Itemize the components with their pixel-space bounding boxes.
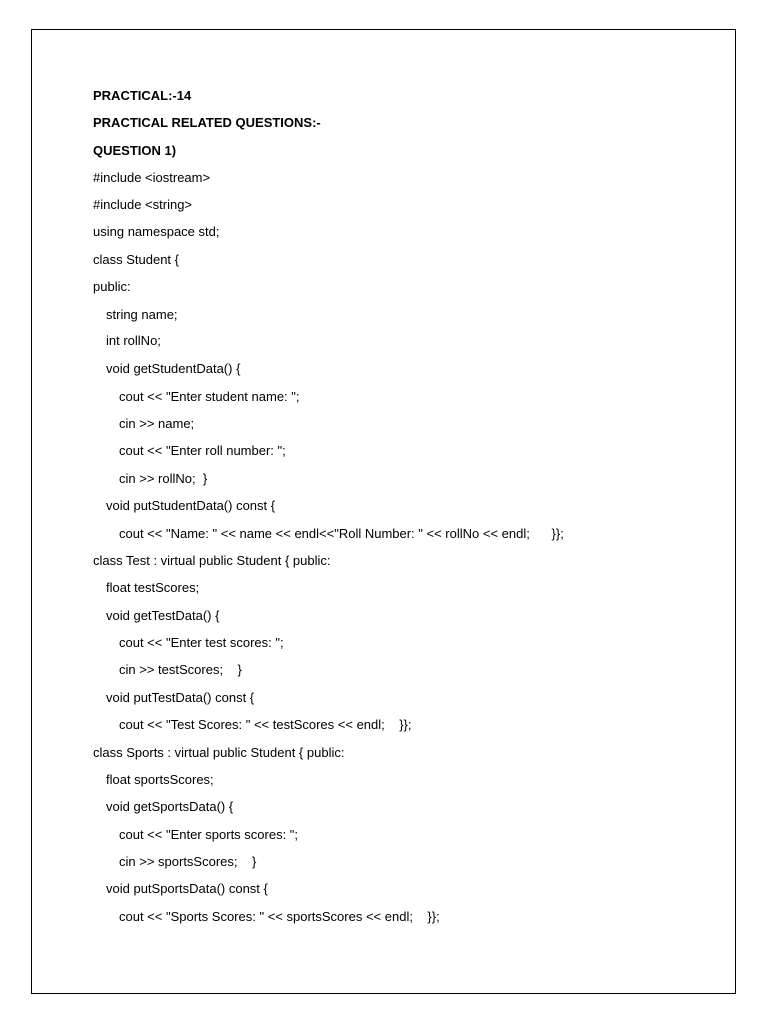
related-questions-heading: PRACTICAL RELATED QUESTIONS:-: [93, 115, 321, 130]
code-line: using namespace std;: [93, 224, 220, 239]
code-line: cin >> rollNo; }: [119, 471, 208, 486]
code-line: cout << "Enter test scores: ";: [119, 635, 284, 650]
code-line: cin >> sportsScores; }: [119, 854, 257, 869]
code-line: cin >> testScores; }: [119, 662, 242, 677]
code-line: cout << "Sports Scores: " << sportsScores << endl; }};: [119, 909, 440, 924]
code-line: void putTestData() const {: [106, 690, 255, 705]
code-line: float sportsScores;: [106, 772, 214, 787]
code-line: int rollNo;: [106, 333, 161, 348]
code-line: class Student {: [93, 252, 179, 267]
code-line: void getTestData() {: [106, 608, 220, 623]
code-line: cout << "Enter student name: ";: [119, 389, 300, 404]
code-line: cout << "Name: " << name << endl<<"Roll Number: " << rollNo << endl; }};: [119, 526, 564, 541]
code-line: void getSportsData() {: [106, 799, 234, 814]
code-line: cout << "Enter roll number: ";: [119, 443, 286, 458]
question-heading: QUESTION 1): [93, 143, 177, 158]
code-line: float testScores;: [106, 580, 200, 595]
code-line: string name;: [106, 307, 178, 322]
practical-title: PRACTICAL:-14: [93, 88, 192, 103]
code-line: cout << "Test Scores: " << testScores << endl; }};: [119, 717, 412, 732]
code-line: cout << "Enter sports scores: ";: [119, 827, 299, 842]
code-line: class Test : virtual public Student { public:: [93, 553, 331, 568]
code-line: void putSportsData() const {: [106, 881, 268, 896]
code-line: void putStudentData() const {: [106, 498, 276, 513]
code-line: void getStudentData() {: [106, 361, 241, 376]
code-line: cin >> name;: [119, 416, 195, 431]
code-line: public:: [93, 279, 131, 294]
code-line: class Sports : virtual public Student { public:: [93, 745, 345, 760]
code-line: #include <string>: [93, 197, 193, 212]
code-line: #include <iostream>: [93, 170, 211, 185]
